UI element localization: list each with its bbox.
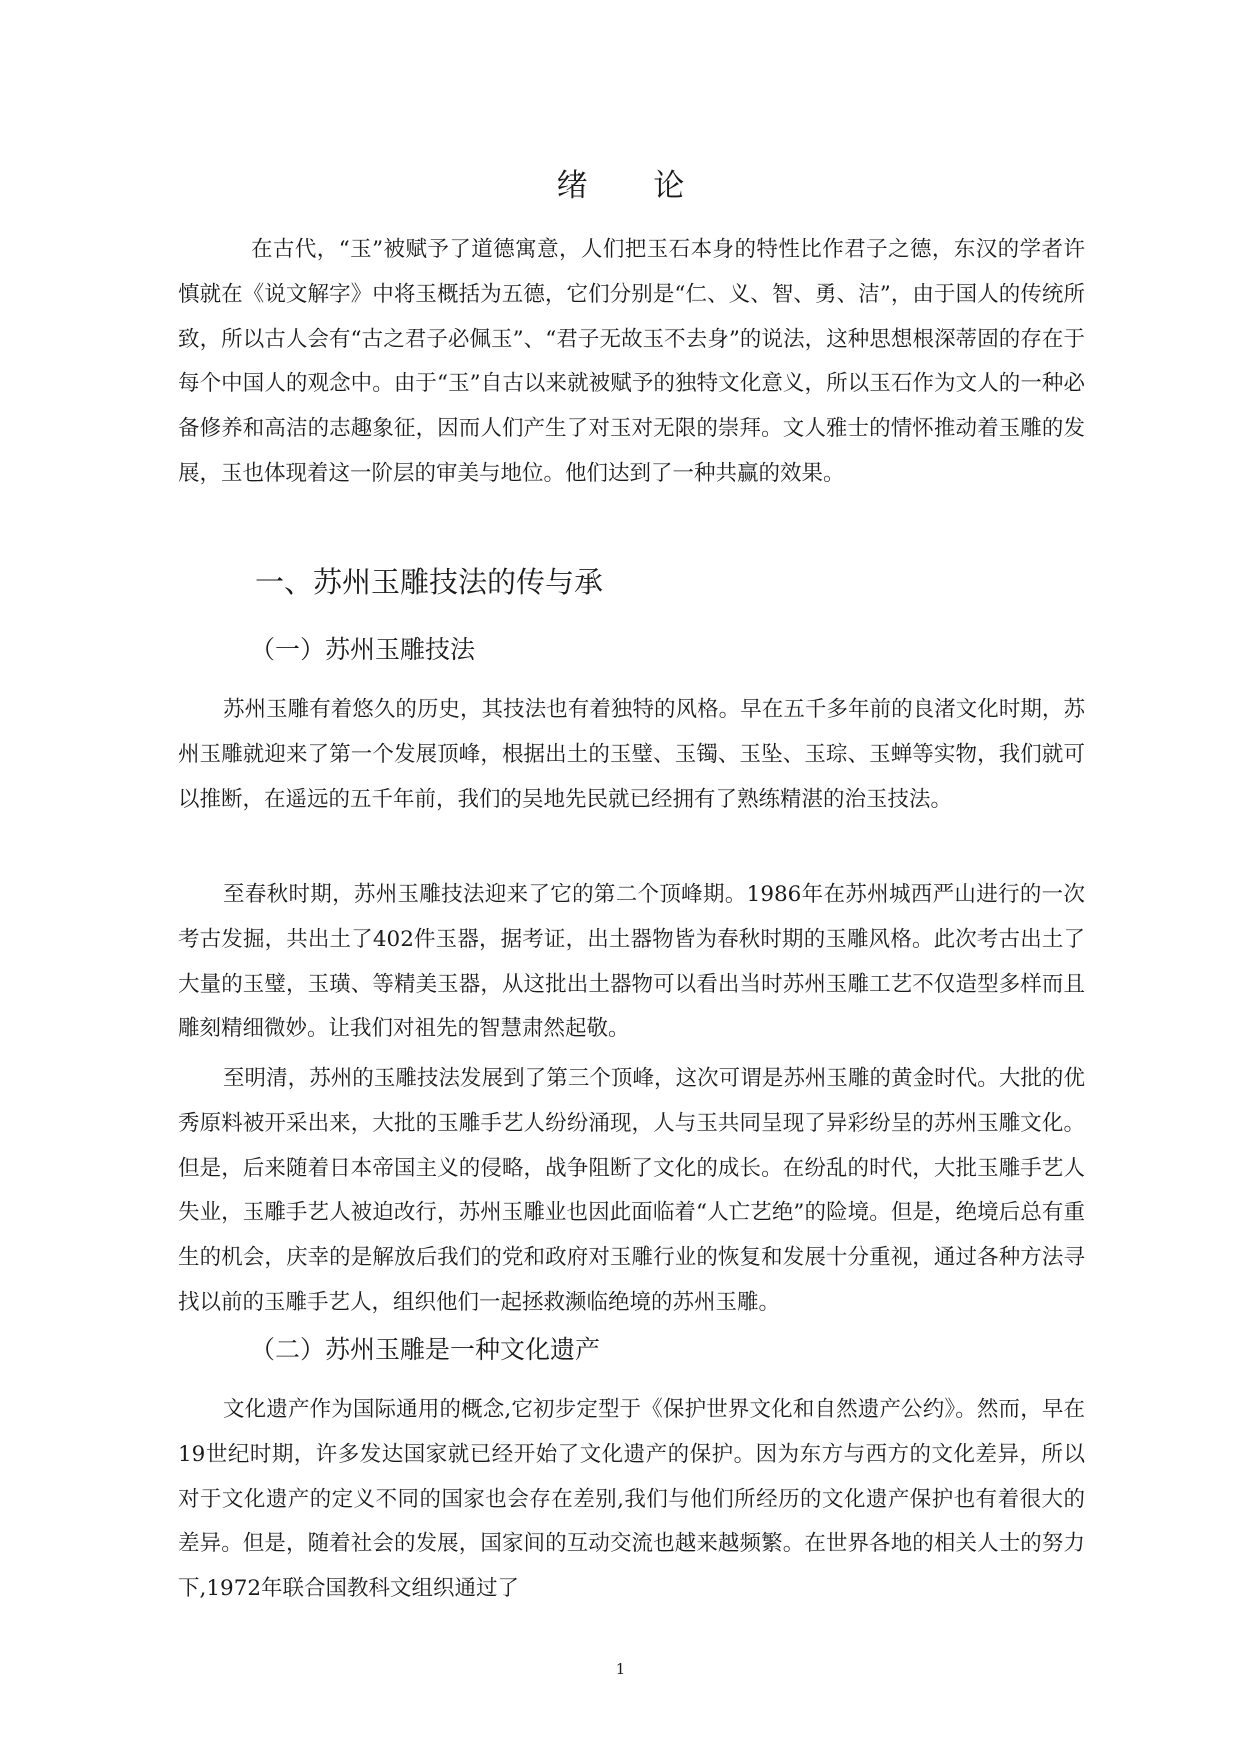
body-paragraph: 苏州玉雕有着悠久的历史，其技法也有着独特的风格。早在五千多年前的良渚文化时期，苏州玉雕就迎来了第一个发展顶峰，根据出土的玉璧、玉镯、玉坠、玉琮、玉蝉等实物，我们就可以推断，在遥远的五千年前，我们的吴地先民就已经拥有了熟练精湛的治玉技法。 [178,697,1085,812]
body-paragraph: 文化遗产作为国际通用的概念,它初步定型于《保护世界文化和自然遗产公约》。然而，早在19世纪时期，许多发达国家就已经开始了文化遗产的保护。因为东方与西方的文化差异，所以对于文化遗产的定义不同的国家也会存在差别,我们与他们所经历的文化遗产保护也有着很大的差异。但是，随着社会的发展，国家间的互动交流也越来越频繁。在世界各地的相关人士的努力下,1972年联合国教科文组织通过了 [178,1397,1085,1602]
document-title: 绪 论 [556,168,713,204]
body-paragraph: 至明清，苏州的玉雕技法发展到了第三个顶峰，这次可谓是苏州玉雕的黄金时代。大批的优秀原料被开采出来，大批的玉雕手艺人纷纷涌现，人与玉共同呈现了异彩纷呈的苏州玉雕文化。但是，后来随着日本帝国主义的侵略，战争阻断了文化的成长。在纷乱的时代，大批玉雕手艺人失业，玉雕手艺人被迫改行，苏州玉雕业也因此面临着“人亡艺绝”的险境。但是，绝境后总有重生的机会，庆幸的是解放后我们的党和政府对玉雕行业的恢复和发展十分重视，通过各种方法寻找以前的玉雕手艺人，组织他们一起拯救濒临绝境的苏州玉雕。 [178,1066,1085,1315]
body-paragraph: 至春秋时期，苏州玉雕技法迎来了它的第二个顶峰期。1986年在苏州城西严山进行的一次考古发掘，共出土了402件玉器，据考证，出土器物皆为春秋时期的玉雕风格。此次考古出土了大量的玉璧，玉璜、等精美玉器，从这批出土器物可以看出当时苏州玉雕工艺不仅造型多样而且雕刻精细微妙。让我们对祖先的智慧肃然起敬。 [178,882,1085,1042]
page-number: 1 [615,1660,626,1678]
subsection-heading: （二）苏州玉雕是一种文化遗产 [250,1335,601,1364]
subsection-heading: （一）苏州玉雕技法 [250,635,476,664]
section-heading: 一、苏州玉雕技法的传与承 [255,565,604,599]
intro-paragraph: 在古代，“玉”被赋予了道德寓意，人们把玉石本身的特性比作君子之德，东汉的学者许慎就在《说文解字》中将玉概括为五德，它们分别是“仁、义、智、勇、洁”，由于国人的传统所致，所以古人会有“古之君子必佩玉”、“君子无故玉不去身”的说法，这种思想根深蒂固的存在于每个中国人的观念中。由于“玉”自古以来就被赋予的独特文化意义，所以玉石作为文人的一种必备修养和高洁的志趣象征，因而人们产生了对玉对无限的崇拜。文人雅士的情怀推动着玉雕的发展，玉也体现着这一阶层的审美与地位。他们达到了一种共赢的效果。 [178,237,1085,486]
